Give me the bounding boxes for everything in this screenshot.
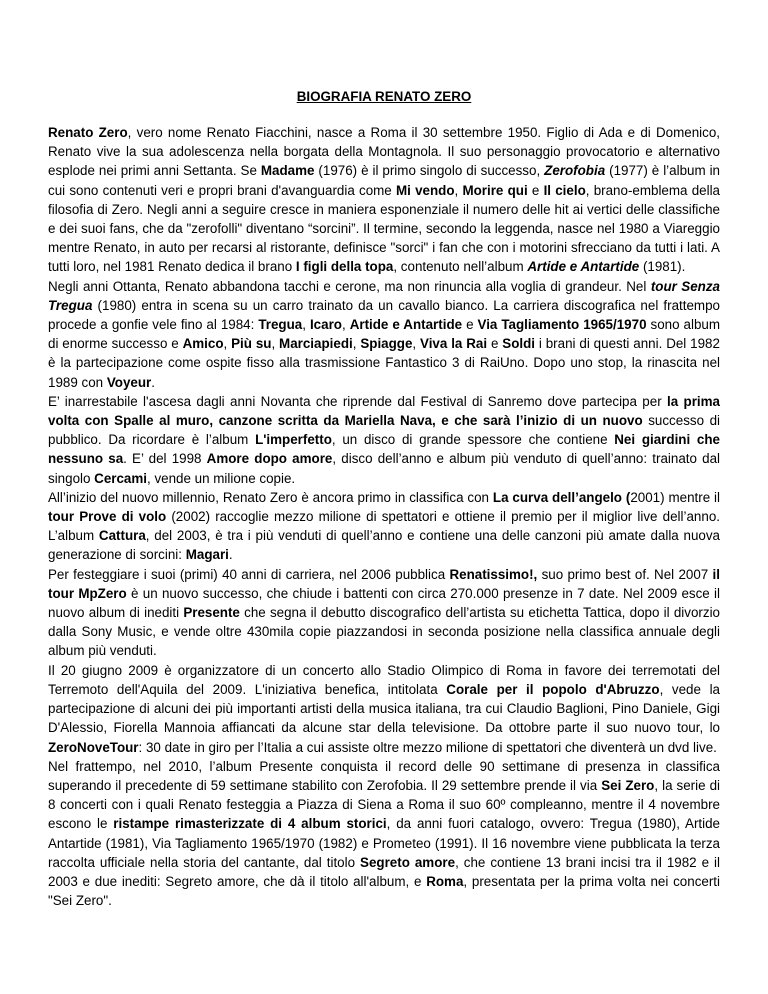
text-run: che segna il debutto discografico dell’artista su etichetta Tattica, dopo il divorzio dalla Sony Music, e vende oltre 430mila copie piazzandosi in seconda posizione nella classifica annuale degli album più venduti. <box>48 605 720 659</box>
emphasized-text: Icaro <box>309 317 342 333</box>
emphasized-text: Soldi <box>502 336 536 352</box>
emphasized-text: Spiagge <box>360 336 413 352</box>
emphasized-text: Amico <box>182 336 224 352</box>
text-run: , <box>412 336 421 352</box>
text-run: , <box>271 336 280 352</box>
emphasized-text: ristampe rimasterizzate di 4 album storici <box>113 816 387 832</box>
emphasized-text: Mi vendo <box>395 182 455 198</box>
text-run: , contenuto nell’album <box>393 259 528 275</box>
emphasized-text: Marciapiedi <box>279 336 353 352</box>
text-run: Nel frattempo, nel 2010, l’album Presente conquista il record delle 90 settimane di presenza in classifica superando il precedente di 59 settimane stabilito con Zerofobia. Il 29 settembre prende il via <box>48 758 720 793</box>
text-run: . E’ del 1998 <box>123 451 207 467</box>
emphasized-text: Segreto amore <box>360 854 456 870</box>
text-run: 2001) mentre il <box>630 489 720 505</box>
text-run: e <box>527 182 544 198</box>
text-run: suo primo best of. Nel 2007 <box>537 566 713 582</box>
text-run: , <box>302 317 310 333</box>
paragraph <box>48 277 720 392</box>
emphasized-text: Roma <box>426 873 464 889</box>
text-run: (1980) entra in scena su un carro trainato da un cavallo bianco. La carriera discografica nel frattempo procede a gonfie vele fino al 1984: <box>48 297 720 333</box>
emphasized-text: Cercami <box>94 470 148 486</box>
emphasized-text: Madame <box>260 163 315 179</box>
emphasized-text: Amore dopo amore <box>206 451 333 467</box>
text-run: , <box>341 317 350 333</box>
text-run: , vende un milione copie. <box>147 470 296 486</box>
text-run: , <box>223 336 232 352</box>
paragraph <box>48 392 720 488</box>
text-run: , <box>352 336 361 352</box>
text-run: All’inizio del nuovo millennio, Renato Zero è ancora primo in classifica con <box>48 489 493 505</box>
emphasized-text: Artide e Antartide <box>527 259 640 275</box>
text-run: (2002) raccoglie mezzo milione di spettatori e ottiene il premio per il miglior live dell’anno. L’album <box>48 509 720 544</box>
text-run: . <box>228 547 233 563</box>
emphasized-text: Il cielo <box>543 182 586 198</box>
text-run: (1976) è il primo singolo di successo, <box>314 163 545 179</box>
text-run: , la serie di 8 concerti con i quali Renato festeggia a Piazza di Siena a Roma il suo 60º compleanno, mentre il 4 novembre escono le <box>48 777 721 832</box>
emphasized-text: il tour MpZero <box>48 566 720 601</box>
emphasized-text: Renatissimo!, <box>449 566 538 582</box>
text-run: Negli anni Ottanta, Renato abbandona tacchi e cerone, ma non rinuncia alla voglia di grandeur. Nel <box>48 278 651 294</box>
emphasized-text: Voyeur <box>106 374 152 390</box>
text-run: (1981). <box>639 259 686 275</box>
emphasized-text: Sei Zero <box>601 777 655 793</box>
emphasized-text: Cattura <box>98 528 146 544</box>
text-run: i brani di questi anni. Del 1982 è la partecipazione come ospite fisso alla trasmissione Fantastico 3 di RaiUno. Dopo uno stop, la rinascita nel 1989 con <box>48 336 720 390</box>
emphasized-text: Via Tagliamento 1965/1970 <box>477 317 647 333</box>
document-body <box>48 123 720 910</box>
text-run: e <box>487 336 503 352</box>
text-run: Per festeggiare i suoi (primi) 40 anni di carriera, nel 2006 pubblica <box>48 566 450 582</box>
document-title: BIOGRAFIA RENATO ZERO <box>296 89 472 104</box>
text-run: e <box>462 317 478 333</box>
text-run: è un nuovo successo, che chiude i battenti con circa 270.000 presenze in 7 date. Nel 2009 esce il nuovo album di inediti <box>48 585 721 621</box>
text-run: : 30 date in giro per l’Italia a cui assiste oltre mezzo milione di spettatori che diventerà un dvd live. <box>138 739 717 755</box>
emphasized-text: Magari <box>185 547 229 563</box>
emphasized-text: Viva la Rai <box>420 336 488 352</box>
emphasized-text: Tregua <box>258 317 303 333</box>
emphasized-text: Renato Zero <box>48 125 128 140</box>
text-run: , disco dell’anno e album più venduto di quell’anno: trainato dal singolo <box>48 451 720 486</box>
emphasized-text: Zerofobia <box>544 163 606 179</box>
text-run: , brano-emblema della filosofia di Zero. Negli anni a seguire cresce in maniera esponenziale il numero delle hit ai vertici delle classifiche e dei suoi fans, che da "zerofolli" diventano “sorcini”. Il termine, secondo la leggenda, nasce nel 1980 a Viareggio mentre Renato, in auto per recarsi al ristorante, definisce "sorci" i fan che con i motorini sfrecciano da tutti i lati. A tutti loro, nel 1981 Renato dedica il brano <box>48 182 720 275</box>
text-run: sono album di enorme successo e <box>48 317 721 352</box>
emphasized-text: L'imperfetto <box>255 432 332 448</box>
text-run: , <box>454 182 463 198</box>
text-run: , del 2003, è tra i più venduti di quell’anno e contiene una delle canzoni più amate dalla nuova generazione di sorcini: <box>48 528 720 563</box>
emphasized-text: Morire qui <box>462 182 528 198</box>
text-run: successo di pubblico. Da ricordare è l’album <box>48 413 720 448</box>
emphasized-text: Più su <box>231 336 272 352</box>
text-run: , vero nome Renato Fiacchini, nasce a Roma il 30 settembre 1950. Figlio di Ada e di Domenico, Renato vive la sua adolescenza nella borgata della Montagnola. Il suo personaggio provocatorio e alternativo esplode nei primi anni Settanta. Se <box>48 125 721 179</box>
text-run: Il 20 giugno 2009 è organizzatore di un concerto allo Stadio Olimpico di Roma in favore dei terremotati del Terremoto dell'Aquila del 2009. L'iniziativa benefica, intitolata <box>48 662 720 697</box>
text-run: E’ inarrestabile l'ascesa dagli anni Novanta che riprende dal Festival di Sanremo dove partecipa per <box>48 393 668 409</box>
text-run: (1977) è l’album in cui sono contenuti veri e propri brani d'avanguardia come <box>48 163 721 198</box>
text-run: , che contiene 13 brani incisi tra il 1982 e il 2003 e due inediti: Segreto amore, che dà il titolo all'album, e <box>48 854 720 889</box>
text-run: , presentata per la prima volta nei concerti "Sei Zero". <box>48 873 720 909</box>
text-run: , un disco di grande spessore che contiene <box>331 432 615 448</box>
paragraph <box>48 661 720 757</box>
text-run: , vede la partecipazione di alcuni dei più importanti artisti della musica italiana, tra cui Claudio Baglioni, Pino Daniele, Gigi D'Alessio, Fiorella Mannoia affiancati da alcune star della televisione. Da ottobre parte il suo nuovo tour, lo <box>48 681 721 736</box>
emphasized-text: La curva dell’angelo ( <box>492 489 631 505</box>
paragraph <box>48 757 720 911</box>
paragraph <box>48 565 720 661</box>
emphasized-text: Presente <box>183 605 240 621</box>
text-run: . <box>151 374 155 390</box>
emphasized-text: la prima volta con Spalle al muro, canzone scritta da Mariella Nava, e che sarà l’inizio di un nuovo <box>48 393 720 429</box>
emphasized-text: tour Prove di volo <box>48 509 167 525</box>
emphasized-text: Nei giardini che nessuno sa <box>48 432 720 467</box>
emphasized-text: I figli della topa <box>295 259 394 275</box>
emphasized-text: tour Senza Tregua <box>48 278 720 313</box>
text-run: , da anni fuori catalogo, ovvero: Tregua (1980), Artide Antartide (1981), Via Tagliamento 1965/1970 (1982) e Prometeo (1991). Il 16 novembre viene pubblicata la terza raccolta ufficiale nella storia del cantante, dal titolo <box>48 816 721 870</box>
emphasized-text: Corale per il popolo d'Abruzzo <box>446 681 660 697</box>
paragraph <box>48 123 720 277</box>
emphasized-text: ZeroNoveTour <box>48 739 139 755</box>
emphasized-text: Artide e Antartide <box>349 317 463 333</box>
paragraph <box>48 488 720 565</box>
